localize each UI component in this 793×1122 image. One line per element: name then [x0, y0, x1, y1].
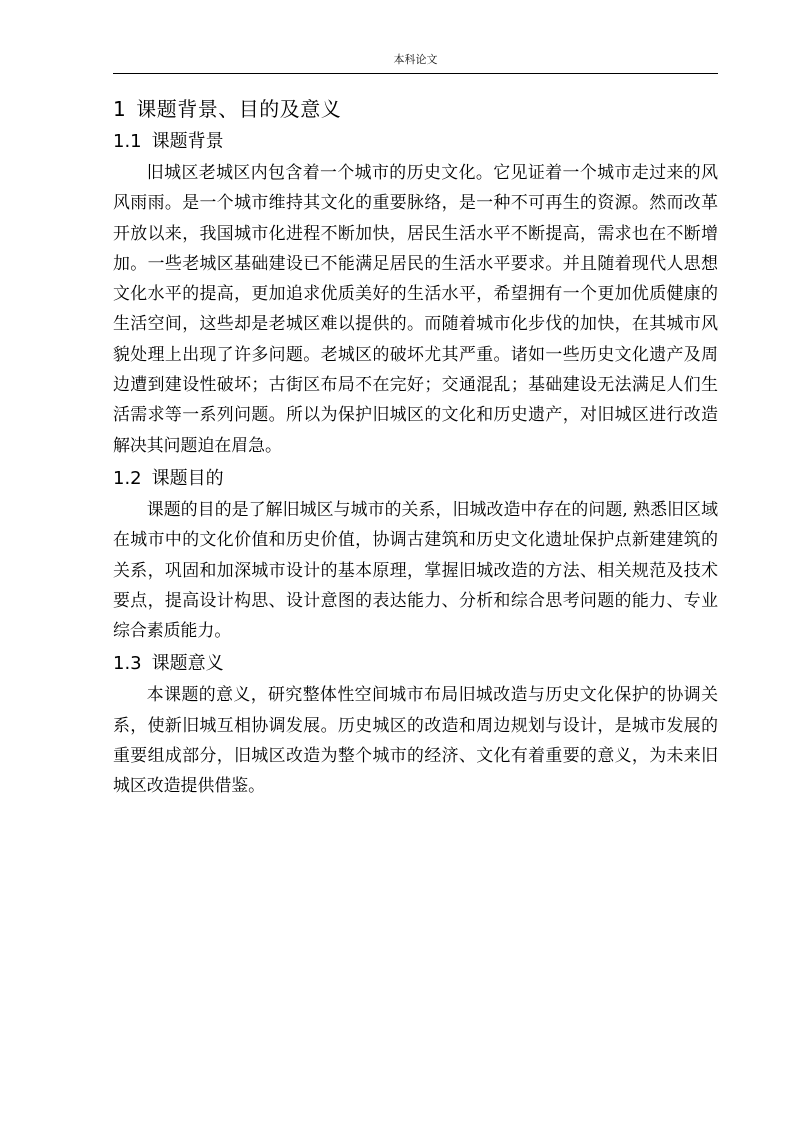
section-title: 课题意义 [151, 653, 224, 675]
running-header: 本科论文 [393, 53, 438, 66]
chapter-title: 课题背景、目的及意义 [136, 97, 342, 121]
section-paragraph-significance: 本课题的意义，研究整体性空间城市布局旧城改造与历史文化保护的协调关系，使新旧城互相协调发展。历史城区的改造和周边规划与设计，是城市发展的重要组成部分，旧城区改造为整个城市的经济、文化有着重要的意义，为未来旧城区改造提供借鉴。 [113, 684, 718, 796]
section-heading-purpose [113, 464, 718, 494]
section-title: 课题背景 [151, 131, 224, 152]
section-paragraph-background: 旧城区老城区内包含着一个城市的历史文化。它见证着一个城市走过来的风风雨雨。是一个城市维持其文化的重要脉络，是一种不可再生的资源。然而改革开放以来，我国城市化进程不断加快，居民生活水平不断提高，需求也在不断增加。一些老城区基础建设已不能满足居民的生活水平要求。并且随着现代人思想文化水平的提高，更加追求优质美好的生活水平，希望拥有一个更加优质健康的生活空间，这些却是老城区难以提供的。而随着城市化步伐的加快，在其城市风貌处理上出现了许多问题。老城区的破坏尤其严重。诸如一些历史文化遗产及周边遭到建设性破坏；古街区布局不在完好；交通混乱；基础建设无法满足人们生活需求等一系列问题。所以为保护旧城区的文化和历史遗产，对旧城区进行改造解决其问题迫在眉急。 [113, 162, 718, 455]
section-number: 1.1 [113, 131, 142, 152]
section-heading-background [113, 127, 718, 157]
section-number: 1.3 [113, 653, 142, 675]
header-divider [113, 73, 718, 74]
section-paragraph-purpose: 课题的目的是了解旧城区与城市的关系，旧城改造中存在的问题, 熟悉旧区域在城市中的文化价值和历史价值，协调古建筑和历史文化遗址保护点新建建筑的关系，巩固和加深城市设计的基本原理，掌握旧城改造的方法、相关规范及技术要点，提高设计构思、设计意图的表达能力、分析和综合思考问题的能力、专业综合素质能力。 [113, 498, 718, 641]
page-content [113, 95, 718, 801]
section-title: 课题目的 [151, 467, 224, 489]
chapter-number: 1 [113, 97, 127, 121]
section-heading-significance [113, 649, 718, 679]
section-number: 1.2 [113, 467, 142, 489]
chapter-heading [113, 95, 718, 123]
